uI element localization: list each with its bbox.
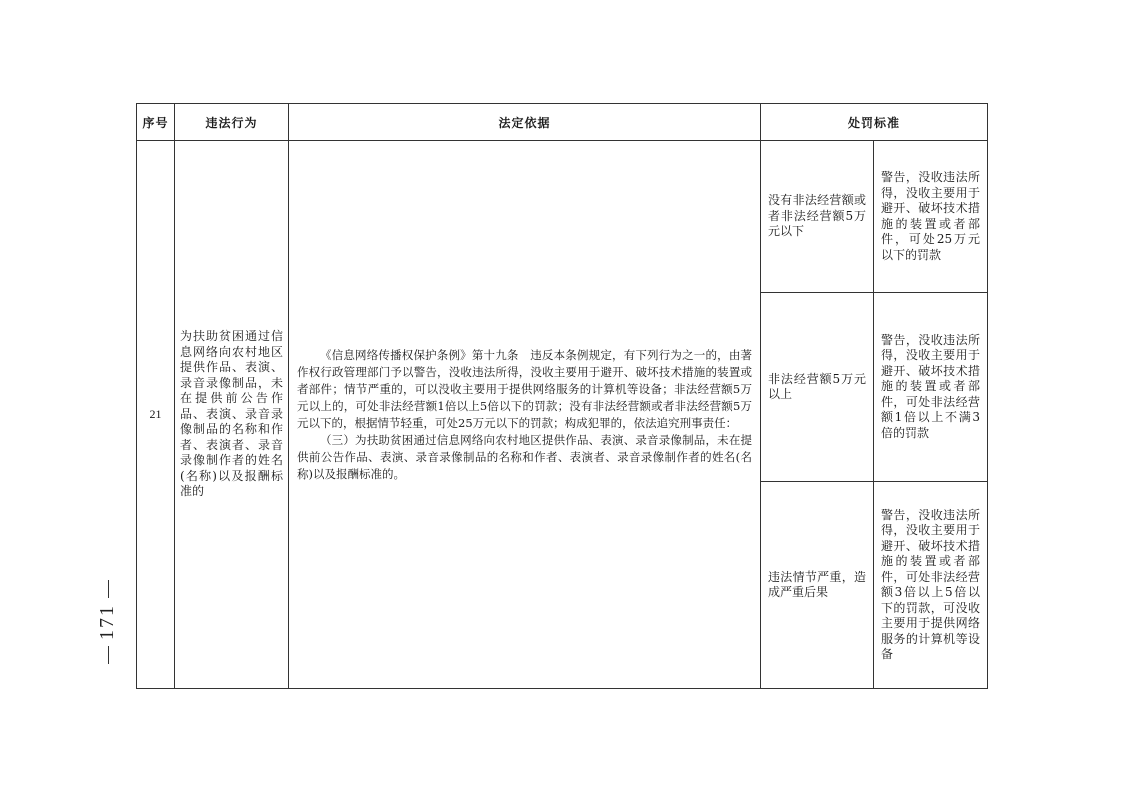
row-basis [289,141,761,689]
page-number-dash-bottom [108,646,109,664]
table-row [137,141,988,293]
header-seq: 序号 [137,104,175,141]
header-violation: 违法行为 [175,104,289,141]
row-violation: 为扶助贫困通过信息网络向农村地区提供作品、表演、录音录像制品，未在提供前公告作品、表演、录音录像制品的名称和作者、表演者、录音录像制作者的姓名(名称)以及报酬标准的 [175,141,289,689]
penalty-condition: 违法情节严重，造成严重后果 [761,482,874,689]
penalty-standard: 警告，没收违法所得，没收主要用于避开、破坏技术措施的装置或者部件，可处非法经营额3倍以上5倍以下的罚款，可没收主要用于提供网络服务的计算机等设备 [874,482,988,689]
basis-paragraph: （三）为扶助贫困通过信息网络向农村地区提供作品、表演、录音录像制品，未在提供前公告作品、表演、录音录像制品的名称和作者、表演者、录音录像制作者的姓名(名称)以及报酬标准的。 [297,432,752,481]
page-number [96,580,120,664]
penalty-condition: 没有非法经营额或者非法经营额5万元以下 [761,141,874,293]
penalty-standard: 警告，没收违法所得，没收主要用于避开、破坏技术措施的装置或者部件，可处非法经营额1倍以上不满3倍的罚款 [874,293,988,482]
page-number-dash-top [108,580,109,598]
basis-paragraph: 《信息网络传播权保护条例》第十九条 违反本条例规定，有下列行为之一的，由著作权行政管理部门予以警告，没收违法所得，没收主要用于避开、破坏技术措施的装置或者部件；情节严重的，可以没收主要用于提供网络服务的计算机等设备；非法经营额5万元以上的，可处非法经营额1倍以上5倍以下的罚款；没有非法经营额或者非法经营额5万元以下的，根据情节轻重，可处25万元以下的罚款；构成犯罪的，依法追究刑事责任： [297,347,752,430]
header-penalty: 处罚标准 [761,104,988,141]
penalty-table [136,103,988,689]
penalty-condition: 非法经营额5万元以上 [761,293,874,482]
header-basis: 法定依据 [289,104,761,141]
page-number-text: 171 [96,604,118,640]
penalty-standard: 警告，没收违法所得，没收主要用于避开、破坏技术措施的装置或者部件，可处25万元以下的罚款 [874,141,988,293]
row-seq: 21 [137,141,175,689]
